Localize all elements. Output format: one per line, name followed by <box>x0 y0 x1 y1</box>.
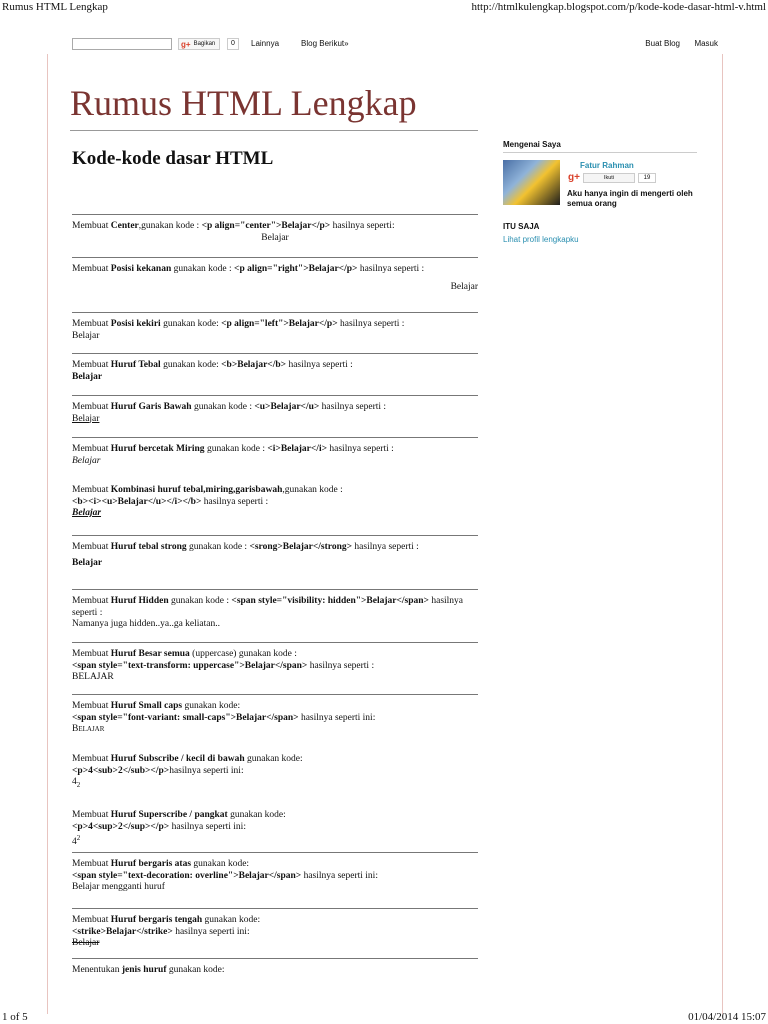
login-link[interactable]: Masuk <box>694 39 718 48</box>
section-result: Belajar <box>72 455 101 466</box>
section-text: Membuat <box>72 319 111 329</box>
section-text: gunakan kode : <box>171 264 235 274</box>
section-text: gunakan kode: <box>227 810 286 820</box>
section-uppercase <box>72 642 478 694</box>
section-code: <span style="font-variant: small-caps">Belajar</span> <box>72 712 299 723</box>
section-term: Posisi kekanan <box>110 264 172 274</box>
section-strikethrough <box>72 908 478 958</box>
section-text: hasilnya seperti : <box>201 496 269 507</box>
section-code: <span style="visibility: hidden">Belajar</span> <box>231 596 429 606</box>
section-italic <box>72 437 478 477</box>
section-text: Membuat <box>72 542 111 552</box>
section-text: Membuat <box>72 221 111 231</box>
section-text: hasilnya seperti ini: <box>169 765 244 776</box>
section-text: gunakan kode: <box>244 754 303 764</box>
section-text: Membuat <box>72 859 111 869</box>
section-text: Membuat <box>72 810 111 820</box>
section-text: ,gunakan kode : <box>282 485 343 495</box>
section-text: Membuat <box>72 444 111 454</box>
profile-card <box>503 160 697 224</box>
section-result: Belajar <box>72 557 103 568</box>
section-code: <p align="center">Belajar</p> <box>201 221 331 231</box>
section-result <box>72 777 478 791</box>
page-frame-left-border <box>47 54 48 1014</box>
profile-name-link[interactable]: Fatur Rahman <box>580 161 634 170</box>
section-text: Membuat <box>72 701 111 711</box>
section-text: Membuat <box>72 402 111 412</box>
section-result: Belajar mengganti huruf <box>72 882 165 892</box>
section-term: Huruf Garis Bawah <box>110 402 192 412</box>
section-text: Membuat <box>72 596 111 606</box>
section-result: Belajar <box>72 508 102 518</box>
section-text: gunakan kode : <box>204 444 268 454</box>
section-text: hasilnya seperti : <box>286 360 353 370</box>
section-text: (uppercase) gunakan kode : <box>189 649 297 659</box>
share-label: Bagikan <box>193 41 216 47</box>
section-code: <p>4<sup>2</sup></p> <box>72 821 170 832</box>
print-page-url: http://htmlkulengkap.blogspot.com/p/kode-kode-dasar-html-v.html <box>471 1 766 13</box>
section-combination <box>72 477 478 535</box>
section-font-family <box>72 958 478 982</box>
section-term: Posisi kekiri <box>110 319 161 329</box>
profile-about: Aku hanya ingin di mengerti oleh semua orang <box>567 189 693 208</box>
section-text: Membuat <box>72 485 111 495</box>
section-text: gunakan kode: <box>160 360 222 370</box>
section-text: hasilnya seperti ini: <box>298 712 376 723</box>
section-text: Menentukan <box>72 965 122 975</box>
section-center <box>72 214 478 257</box>
section-text: hasilnya seperti ini: <box>301 870 378 881</box>
print-datetime: 01/04/2014 15:07 <box>688 1011 766 1023</box>
print-header <box>0 0 768 14</box>
google-plus-icon: g+ <box>568 172 580 183</box>
section-term: Center <box>110 221 139 231</box>
section-text: hasilnya seperti : <box>357 264 425 274</box>
profile-about-tail: ITU SAJA <box>503 222 540 231</box>
section-hidden <box>72 589 478 642</box>
section-result: Belajar <box>72 413 100 424</box>
section-text: gunakan kode: <box>182 701 241 711</box>
section-result: BELAJAR <box>72 672 114 682</box>
section-code: <i>Belajar</i> <box>267 444 328 454</box>
create-blog-link[interactable]: Buat Blog <box>645 39 680 48</box>
section-subscript <box>72 748 478 804</box>
section-superscript <box>72 804 478 852</box>
section-term: Huruf Subscribe / kecil di bawah <box>110 754 245 764</box>
result-base: 4 <box>72 777 77 787</box>
section-term: Huruf Hidden <box>110 596 169 606</box>
share-count: 0 <box>227 38 239 50</box>
section-text: hasilnya seperti: <box>330 221 395 231</box>
section-text: gunakan kode: <box>166 965 225 975</box>
section-text: Membuat <box>72 264 111 274</box>
section-code: <b><i><u>Belajar</u></i></b> <box>72 496 202 507</box>
result-base: 4 <box>72 837 77 848</box>
section-bold <box>72 353 478 395</box>
sidebar-about-me <box>503 140 697 244</box>
section-text: hasilnya seperti : <box>307 660 375 671</box>
section-result: Belajar <box>72 938 100 948</box>
section-underline <box>72 395 478 437</box>
section-left <box>72 312 478 353</box>
section-text: ,gunakan kode : <box>138 221 202 231</box>
section-text: gunakan kode : <box>186 542 250 552</box>
google-plus-icon: g+ <box>181 39 191 49</box>
section-code: <strike>Belajar</strike> <box>72 926 173 937</box>
sidebar-heading: Mengenai Saya <box>503 140 697 153</box>
section-strong <box>72 535 478 589</box>
section-text: hasilnya seperti ini: <box>169 821 246 832</box>
section-term: Huruf Superscribe / pangkat <box>110 810 228 820</box>
section-text: gunakan kode: <box>160 319 222 329</box>
follow-button[interactable]: Ikuti <box>583 173 635 183</box>
section-result: Belajar <box>72 371 103 382</box>
section-text: hasilnya seperti ini: <box>172 926 250 937</box>
section-code: <srong>Belajar</strong> <box>249 542 353 552</box>
section-text: Membuat <box>72 649 111 659</box>
share-button[interactable] <box>178 38 220 50</box>
section-term: Huruf bercetak Miring <box>110 444 205 454</box>
section-text: hasilnya seperti : <box>72 596 464 618</box>
section-result: Belajar <box>72 330 100 341</box>
section-text: hasilnya seperti : <box>319 402 387 412</box>
title-divider <box>70 130 478 131</box>
section-code: <u>Belajar</u> <box>254 402 320 412</box>
section-small-caps <box>72 694 478 748</box>
section-right <box>72 257 478 312</box>
view-profile-link[interactable]: Lihat profil lengkapku <box>503 235 579 244</box>
section-result: Belajar <box>450 281 478 292</box>
section-text: hasilnya seperti : <box>352 542 419 552</box>
blogger-navbar <box>70 38 720 52</box>
section-text: gunakan kode: <box>191 859 250 869</box>
section-term: jenis huruf <box>121 965 167 975</box>
section-text: Membuat <box>72 360 111 370</box>
section-text: Membuat <box>72 915 111 925</box>
section-code: <p align="left">Belajar</p> <box>221 319 338 329</box>
section-term: Huruf Small caps <box>110 701 183 711</box>
section-term: Huruf Tebal <box>110 360 161 370</box>
section-result: Belajar <box>261 232 289 243</box>
section-term: Huruf tebal strong <box>110 542 187 552</box>
section-text: Membuat <box>72 754 111 764</box>
section-text: gunakan kode: <box>202 915 261 925</box>
navbar-search-input[interactable] <box>72 38 172 50</box>
next-blog-link[interactable]: Blog Berikut» <box>301 39 349 48</box>
section-overline <box>72 852 478 908</box>
section-code: <p>4<sub>2</sub></p> <box>72 765 170 776</box>
section-term: Huruf bergaris atas <box>110 859 192 869</box>
post-title: Kode-kode dasar HTML <box>72 148 274 169</box>
section-code: <b>Belajar</b> <box>221 360 287 370</box>
section-code: <p align="right">Belajar</p> <box>234 264 358 274</box>
profile-avatar[interactable] <box>503 160 560 205</box>
section-term: Kombinasi huruf tebal,miring,garisbawah <box>110 485 283 495</box>
follower-count: 19 <box>638 173 656 183</box>
print-page-number: 1 of 5 <box>2 1011 28 1023</box>
result-superscript: 2 <box>76 834 81 842</box>
section-text: hasilnya seperti : <box>337 319 405 329</box>
page-frame-right-border <box>722 54 723 1014</box>
section-code: <span style="text-transform: uppercase">Belajar</span> <box>72 660 308 671</box>
blog-title[interactable]: Rumus HTML Lengkap <box>70 83 417 123</box>
more-link[interactable]: Lainnya <box>251 39 280 48</box>
section-text: hasilnya seperti : <box>327 444 394 454</box>
section-result: Belajar <box>72 724 105 734</box>
post-body <box>72 214 478 982</box>
section-result <box>72 833 478 849</box>
print-page-title: Rumus HTML Lengkap <box>2 1 108 13</box>
section-text: gunakan kode : <box>191 402 255 412</box>
section-code: <span style="text-decoration: overline">Belajar</span> <box>72 870 302 881</box>
section-text: gunakan kode : <box>168 596 232 606</box>
result-subscript: 2 <box>76 780 81 789</box>
section-result: Namanya juga hidden..ya..ga keliatan.. <box>72 619 220 629</box>
section-term: Huruf bergaris tengah <box>110 915 203 925</box>
section-term: Huruf Besar semua <box>110 649 190 659</box>
